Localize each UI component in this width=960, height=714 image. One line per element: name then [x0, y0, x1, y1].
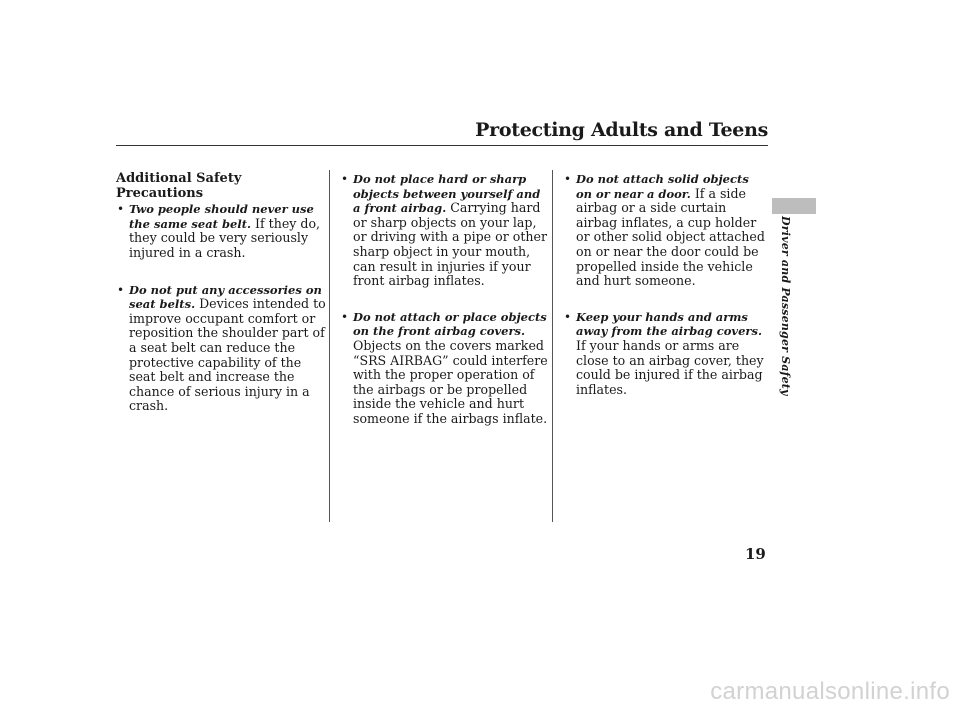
- bullet-icon: •: [341, 172, 349, 186]
- bullet-icon: •: [341, 309, 349, 324]
- precaution-item: [116, 283, 326, 414]
- bullet-icon: •: [564, 172, 572, 186]
- precaution-lead: Do not put any accessories on seat belts.: [129, 282, 322, 312]
- precaution-text: Devices intended to improve occupant comfort or reposition the shoulder part of a seat belt can reduce the protective capability of the seat belt and increase the chance of serious injury in a crash.: [129, 296, 326, 414]
- precaution-item: [116, 202, 326, 260]
- precaution-item: [340, 172, 548, 289]
- precaution-text: Objects on the covers marked “SRS AIRBAG” could interfere with the proper operation of the airbags or be propelled inside the vehicle and hurt someone if the airbags inflate.: [353, 337, 548, 426]
- precaution-text: If your hands or arms are close to an airbag cover, they could be injured if the airbag inflates.: [576, 337, 764, 397]
- precaution-lead: Two people should never use the same seat belt.: [129, 202, 314, 231]
- column-right: [563, 172, 768, 397]
- precaution-item: [340, 310, 548, 427]
- bullet-icon: •: [564, 309, 572, 324]
- precaution-text: If a side airbag or a side curtain airbag inflates, a cup holder or other solid object attached on or near the door could be propelled inside the vehicle and hurt someone.: [576, 185, 765, 289]
- column-divider: [329, 170, 330, 522]
- title-rule: [116, 145, 768, 146]
- side-section-label: Driver and Passenger Safety: [779, 216, 792, 396]
- precaution-lead: Do not attach or place objects on the front airbag covers.: [353, 309, 547, 339]
- bullet-icon: •: [117, 282, 125, 297]
- page-number: 19: [745, 545, 766, 563]
- precaution-item: [563, 310, 768, 398]
- precaution-item: [563, 172, 768, 289]
- precaution-lead: Do not attach solid objects on or near a door.: [576, 172, 749, 201]
- column-middle: [340, 172, 548, 427]
- precaution-lead: Keep your hands and arms away from the airbag covers.: [576, 309, 762, 339]
- watermark: carmanualsonline.info: [710, 678, 950, 705]
- precaution-lead: Do not place hard or sharp objects between yourself and a front airbag.: [353, 172, 541, 216]
- section-heading: Additional Safety Precautions: [116, 171, 242, 201]
- precaution-text: If they do, they could be very seriously injured in a crash.: [129, 215, 321, 260]
- bullet-icon: •: [117, 202, 125, 217]
- section-tab-marker: [772, 198, 816, 214]
- page-title: Protecting Adults and Teens: [475, 119, 768, 141]
- precaution-text: Carrying hard or sharp objects on your lap, or driving with a pipe or other sharp object in your mouth, can result in injuries if your front airbag inflates.: [353, 200, 547, 289]
- column-divider: [552, 170, 553, 522]
- column-left: [116, 172, 326, 414]
